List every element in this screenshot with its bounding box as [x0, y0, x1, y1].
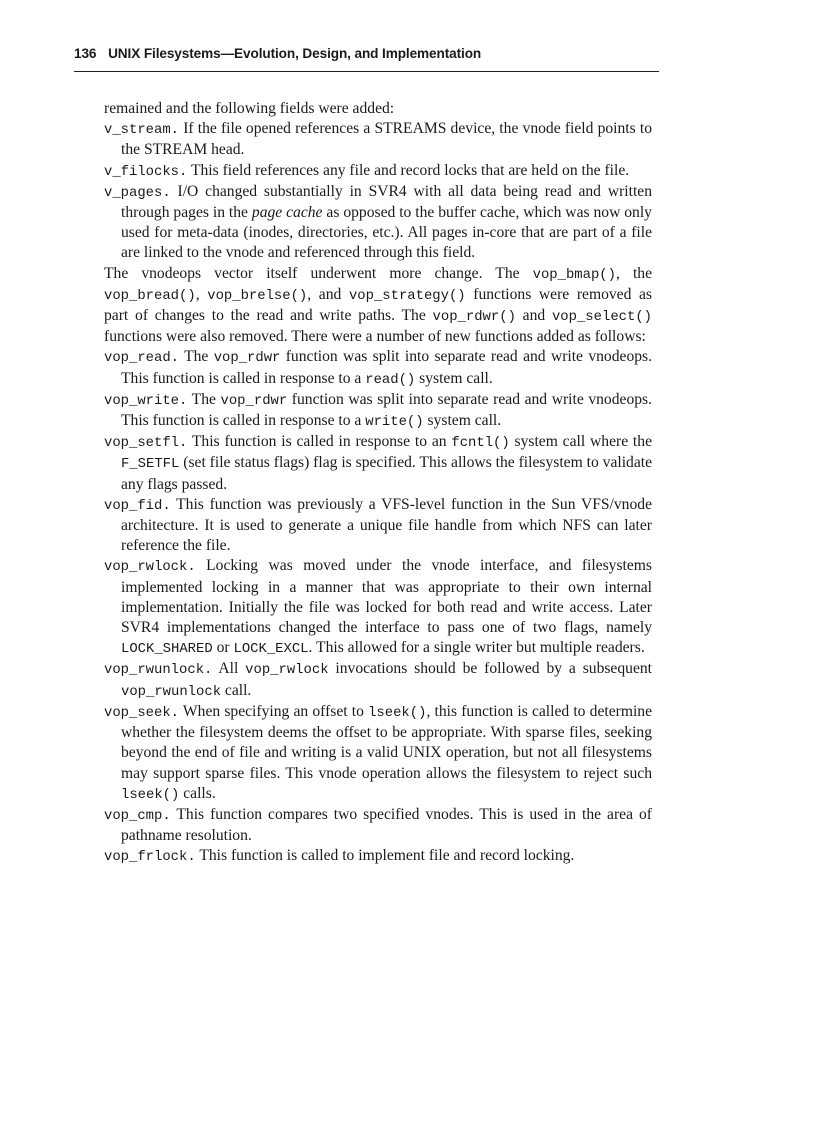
vop-item-fid: vop_fid. This function was previously a VFS-level function in the Sun VFS/vnode architecture. It is used to generate a unique file handle from which NFS can later reference the file.: [104, 495, 652, 555]
vop-name: vop_rwunlock.: [104, 662, 213, 679]
vop-item-frlock: vop_frlock. This function is called to implement file and record locking.: [104, 847, 575, 866]
header-rule: [74, 71, 659, 72]
vop-name: vop_frlock.: [104, 849, 196, 866]
running-header: [74, 46, 659, 66]
vop-name: vop_seek.: [104, 704, 180, 721]
field-item-v-pages: v_pages. I/O changed substantially in SVR4 with all data being read and written through pages in the page cache as opposed to the buffer cache, which was now only used for meta-data (inodes, directories, etc.). All pages in-core that are part of a file are linked to the vnode and referenced through this field.: [104, 182, 652, 262]
vop-name: vop_setfl.: [104, 435, 188, 452]
book-title: UNIX Filesystems—Evolution, Design, and Implementation: [108, 46, 482, 61]
vop-item-cmp: vop_cmp. This function compares two specified vnodes. This is used in the area of pathname resolution.: [104, 805, 652, 845]
emphasis-page-cache: page cache: [251, 204, 323, 222]
field-name: v_pages.: [104, 184, 171, 201]
vop-item-read: vop_read. The vop_rdwr function was split into separate read and write vnodeops. This function is called in response to a read() system call.: [104, 348, 653, 388]
vop-name: vop_read.: [104, 350, 180, 367]
vop-name: vop_rwlock.: [104, 559, 196, 576]
vnodeops-paragraph: The vnodeops vector itself underwent more change. The vop_bmap(), the vop_bread(), vop_brelse(), and vop_strategy() functions were removed as part of changes to the read and write paths. The vop_rdwr() and vop_select() functions were also removed. There were a number of new functions added as follows:: [104, 264, 653, 346]
vop-item-setfl: vop_setfl. This function is called in response to an fcntl() system call where the F_SETFL (set file status flags) flag is specified. This allows the filesystem to validate any flags passed.: [104, 433, 652, 493]
vop-name: vop_write.: [104, 392, 188, 409]
field-item-v-stream: v_stream. If the file opened references a STREAMS device, the vnode field points to the STREAM head.: [104, 120, 652, 159]
intro-paragraph: remained and the following fields were added:: [104, 100, 395, 117]
vop-name: vop_fid.: [104, 497, 171, 514]
field-name: v_filocks.: [104, 163, 188, 180]
vop-name: vop_cmp.: [104, 807, 171, 824]
page-number: 136: [74, 46, 97, 61]
field-name: v_stream.: [104, 122, 180, 139]
vop-item-write: vop_write. The vop_rdwr function was split into separate read and write vnodeops. This function is called in response to a write() system call.: [104, 390, 652, 431]
field-item-v-filocks: v_filocks. This field references any file and record locks that are held on the file.: [104, 161, 630, 180]
page-body: [104, 99, 652, 868]
vop-item-rwunlock: vop_rwunlock. All vop_rwlock invocations should be followed by a subsequent vop_rwunlock call.: [104, 660, 652, 700]
vop-item-seek: vop_seek. When specifying an offset to lseek(), this function is called to determine whether the filesystem deems the offset to be appropriate. With sparse files, seeking beyond the end of file and writing is a valid UNIX operation, but not all filesystems may support sparse files. This vnode operation allows the filesystem to reject such lseek() calls.: [104, 702, 652, 803]
vop-item-rwlock: vop_rwlock. Locking was moved under the vnode interface, and filesystems implemented locking in a manner that was appropriate to their own internal implementation. Initially the file was locked for both read and write access. Later SVR4 implementations changed the interface to pass one of two flags, namely LOCK_SHARED or LOCK_EXCL. This allowed for a single writer but multiple readers.: [104, 557, 652, 658]
